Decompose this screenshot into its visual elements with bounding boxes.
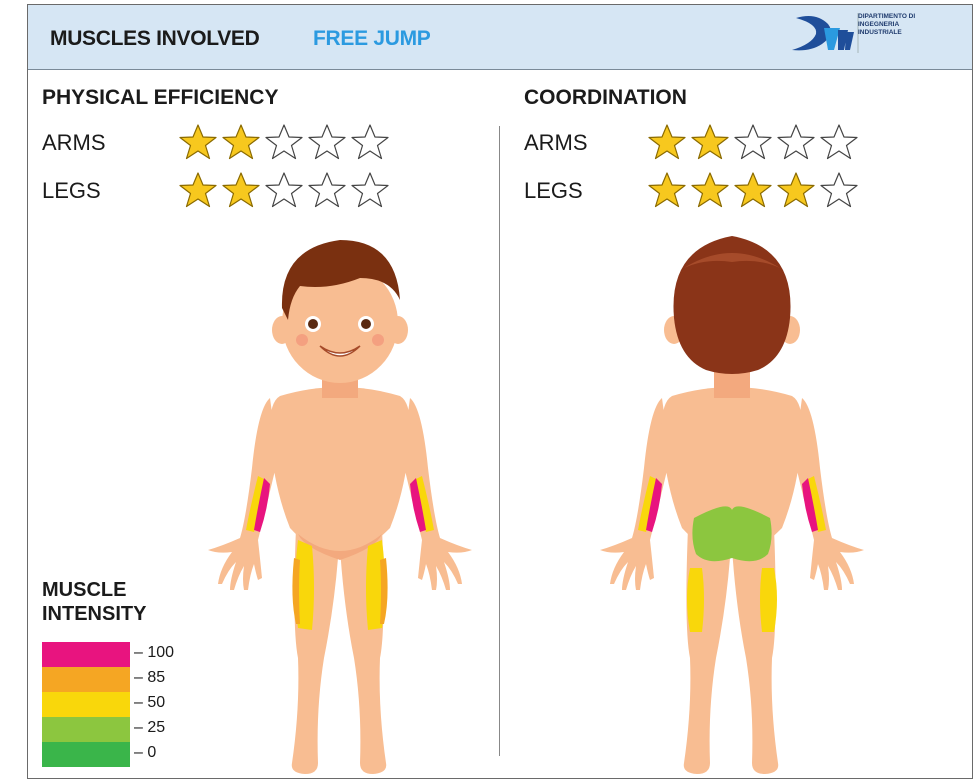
star-filled-icon <box>690 170 730 210</box>
star-empty-icon <box>733 122 773 162</box>
star-empty-icon <box>264 122 304 162</box>
star-empty-icon <box>819 122 859 162</box>
co-arms-rating <box>647 122 859 162</box>
pe-legs-label: LEGS <box>42 178 101 203</box>
star-filled-icon <box>647 122 687 162</box>
star-filled-icon <box>690 122 730 162</box>
legend-swatch <box>42 642 130 667</box>
legend-swatch <box>42 742 130 767</box>
star-filled-icon <box>733 170 773 210</box>
legend-title-line1: MUSCLE <box>42 579 127 601</box>
legend-title-line2: INTENSITY <box>42 603 147 625</box>
logo-text: DIPARTIMENTO DI INGEGNERIA INDUSTRIALE <box>858 13 916 36</box>
star-empty-icon <box>819 170 859 210</box>
legend-tick-label: – 25 <box>134 719 166 736</box>
legend-tick-label: – 50 <box>134 694 166 711</box>
physical-efficiency-title: PHYSICAL EFFICIENCY <box>42 86 279 109</box>
co-legs-label: LEGS <box>524 178 583 203</box>
star-filled-icon <box>647 170 687 210</box>
legend-swatch <box>42 717 130 742</box>
column-divider <box>499 126 500 756</box>
star-empty-icon <box>776 122 816 162</box>
star-empty-icon <box>350 170 390 210</box>
star-filled-icon <box>178 122 218 162</box>
back-body-figure <box>598 228 878 778</box>
star-empty-icon <box>307 122 347 162</box>
star-empty-icon <box>264 170 304 210</box>
legend-tick-label: – 85 <box>134 669 166 686</box>
header-title: MUSCLES INVOLVED <box>50 27 260 50</box>
star-filled-icon <box>776 170 816 210</box>
star-filled-icon <box>221 170 261 210</box>
star-filled-icon <box>178 170 218 210</box>
coordination-title: COORDINATION <box>524 86 687 109</box>
front-body-figure <box>200 228 480 778</box>
star-filled-icon <box>221 122 261 162</box>
star-empty-icon <box>350 122 390 162</box>
pe-legs-rating <box>178 170 390 210</box>
star-empty-icon <box>307 170 347 210</box>
legend-swatch <box>42 667 130 692</box>
legend-tick-label: – 100 <box>134 644 175 661</box>
co-legs-rating <box>647 170 859 210</box>
legend-title <box>42 578 146 626</box>
legend-swatch <box>42 692 130 717</box>
legend-tick-label: – 0 <box>134 744 157 761</box>
pe-arms-rating <box>178 122 390 162</box>
header-subtitle: FREE JUMP <box>313 27 431 50</box>
pe-arms-label: ARMS <box>42 130 106 155</box>
co-arms-label: ARMS <box>524 130 588 155</box>
